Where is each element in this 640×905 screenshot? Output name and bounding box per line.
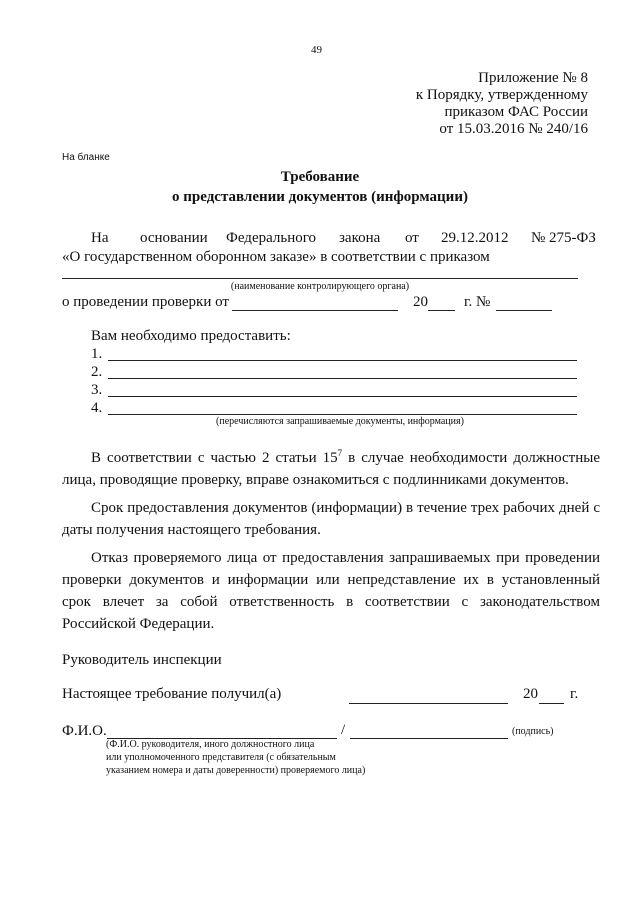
- blank-note: На бланке: [62, 152, 110, 163]
- basis-word-3: Федерального: [226, 230, 317, 246]
- provide-caption: (перечисляются запрашиваемые документы, информация): [216, 416, 464, 427]
- appendix-line-2: к Порядку, утвержденному: [415, 87, 588, 103]
- list-item-number: 4.: [91, 400, 103, 416]
- basis-word-1: На: [91, 230, 109, 246]
- document-title: Требование: [280, 169, 360, 185]
- fio-slash: /: [341, 722, 346, 738]
- fio-caption-line-3: указанием номера и даты доверенности) проверяемого лица): [106, 765, 366, 776]
- para1-superscript: 7: [337, 448, 343, 458]
- basis-word-4: закона: [339, 230, 381, 246]
- list-item-number: 2.: [91, 364, 103, 380]
- paragraph-inspection-rights: [62, 442, 600, 491]
- fio-caption-line-2: или уполномоченного представителя (с обязательным: [106, 752, 336, 763]
- appendix-line-1: Приложение № 8: [478, 70, 588, 86]
- appendix-header: [416, 70, 588, 138]
- basis-law-number: № 275-ФЗ: [531, 230, 596, 246]
- basis-word-5: от: [405, 230, 419, 246]
- received-label: Настоящее требование получил(а): [62, 686, 282, 702]
- organ-caption: (наименование контролирующего органа): [230, 281, 410, 292]
- inspection-year: 20: [413, 294, 428, 310]
- para1-start: В соответствии с частью 2 статьи 15: [91, 450, 338, 466]
- paragraph-liability: Отказ проверяемого лица от предоставления запрашиваемых при проведении проверки документов и информации или непредставление их в установленный срок влечет за собой ответственность в соответствии с законодательством Российской Федерации.: [62, 550, 600, 632]
- list-item-line-1[interactable]: [108, 360, 577, 361]
- para1-rest: в случае необходимости должностные лица, проводящие проверку, вправе ознакомиться с подлинниками документов.: [62, 450, 600, 488]
- basis-date: 29.12.2012: [441, 230, 509, 246]
- head-of-inspection-label: Руководитель инспекции: [62, 652, 222, 668]
- list-item-line-2[interactable]: [108, 378, 577, 379]
- received-year-line[interactable]: [539, 703, 564, 704]
- list-item-number: 1.: [91, 346, 103, 362]
- list-item-line-4[interactable]: [108, 414, 577, 415]
- received-year: 20: [523, 686, 538, 702]
- fio-label: Ф.И.О.: [62, 723, 107, 739]
- provide-label: Вам необходимо предоставить:: [91, 328, 291, 344]
- inspection-date-line[interactable]: [232, 310, 398, 311]
- appendix-line-4: от 15.03.2016 № 240/16: [439, 121, 588, 137]
- received-date-line[interactable]: [349, 703, 508, 704]
- list-item-number: 3.: [91, 382, 103, 398]
- inspection-number-label: г. №: [464, 294, 491, 310]
- basis-word-2: основании: [140, 230, 208, 246]
- inspection-number-line[interactable]: [496, 310, 552, 311]
- document-subtitle: о представлении документов (информации): [172, 189, 468, 205]
- page-number: 49: [311, 44, 322, 56]
- received-year-suffix: г.: [570, 686, 579, 702]
- basis-line-2: «О государственном оборонном заказе» в соответствии с приказом: [62, 249, 490, 265]
- paragraph-deadline: Срок предоставления документов (информации) в течение трех рабочих дней с даты получения настоящего требования.: [62, 500, 600, 538]
- organ-name-line[interactable]: [62, 278, 578, 279]
- appendix-line-3: приказом ФАС России: [444, 104, 588, 120]
- inspection-year-line[interactable]: [428, 310, 455, 311]
- signature-line[interactable]: [350, 738, 508, 739]
- list-item-line-3[interactable]: [108, 396, 577, 397]
- fio-caption-line-1: (Ф.И.О. руководителя, иного должностного лица: [106, 739, 315, 750]
- inspection-label: о проведении проверки от: [62, 294, 229, 310]
- signature-caption: (подпись): [512, 726, 554, 737]
